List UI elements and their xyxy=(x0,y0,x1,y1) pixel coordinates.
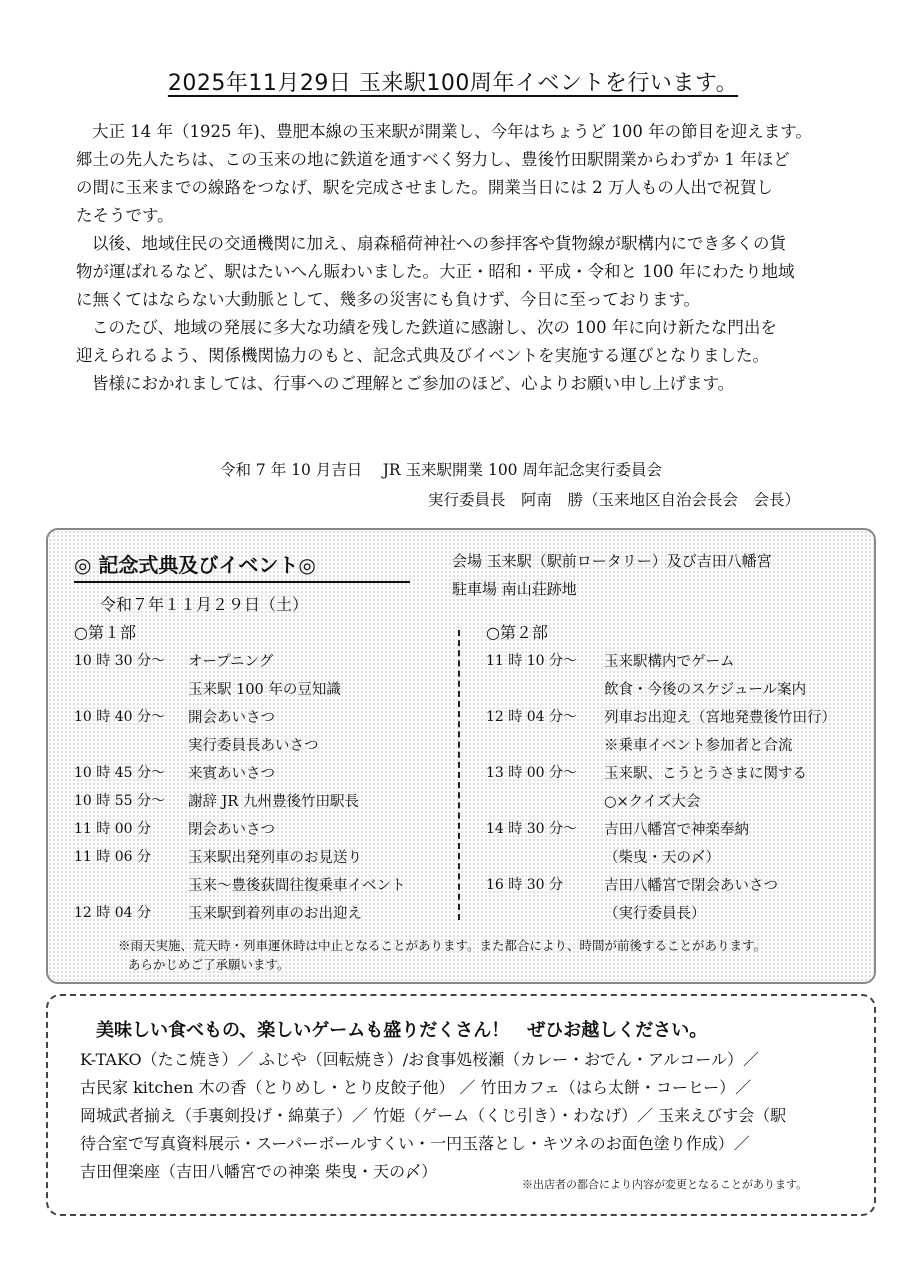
event-note-line: ※雨天実施、荒天時・列車運休時は中止となることがあります。また都合により、時間が前後することがあります。 xyxy=(118,938,767,953)
shop-line: K-TAKO（たこ焼き）／ ふじや（回転焼き）/お食事処桜瀬（カレー・おでん・アルコール）／ xyxy=(80,1050,759,1069)
intro-line: 皆様におかれましては、行事へのご理解とご参加のほど、心よりお願い申し上げます。 xyxy=(92,374,735,393)
event-parking: 駐車場 南山荘跡地 xyxy=(452,580,577,598)
intro-line: 以後、地域住民の交通機関に加え、扇森稲荷神社への参拝客や貨物線が駅構内にでき多くの貨 xyxy=(92,234,786,253)
schedule-time: 12 時 04 分 xyxy=(74,905,151,921)
schedule-time: 16 時 30 分 xyxy=(486,877,563,893)
schedule-item: （実行委員長） xyxy=(604,906,706,922)
intro-line: に無くてはならない大動脈として、幾多の災害にも負けず、今日に至っております。 xyxy=(76,290,701,309)
event-note xyxy=(118,936,858,974)
schedule-item: 開会あいさつ xyxy=(188,710,275,726)
intro-text xyxy=(76,118,876,398)
schedule-time: 14 時 30 分～ xyxy=(486,821,577,837)
part2-label: ○第２部 xyxy=(486,623,548,642)
column-divider xyxy=(458,630,460,920)
signature-committee: 令和 7 年 10 月吉日 JR 玉来駅開業 100 周年記念実行委員会 xyxy=(220,461,662,479)
intro-line: 物が運ばれるなど、駅はたいへん賑わいました。大正・昭和・平成・令和と 100 年にわたり地域 xyxy=(76,262,795,281)
shop-line: 岡城武者揃え（手裏剣投げ・綿菓子）／ 竹姫（ゲーム（くじ引き）・わなげ）／ 玉来えびす会（駅 xyxy=(80,1106,787,1125)
schedule-item: （柴曳・天の〆） xyxy=(604,850,720,866)
shop-line: 待合室で写真資料展示・スーパーボールすくい・一円玉落とし・キツネのお面色塗り作成）／ xyxy=(80,1134,750,1153)
schedule-item: 閉会あいさつ xyxy=(188,822,275,838)
schedule-item: 列車お出迎え（宮地発豊後竹田行） xyxy=(604,710,836,726)
schedule-item: ※乗車イベント参加者と合流 xyxy=(604,738,793,754)
schedule-item: 来賓あいさつ xyxy=(188,766,275,782)
event-date: 令和７年１１月２９日（土） xyxy=(100,595,309,614)
schedule-item: 吉田八幡宮で神楽奉納 xyxy=(604,822,749,838)
promo-headline: 美味しい食べもの、楽しいゲームも盛りだくさん！ ぜひお越しください。 xyxy=(96,1020,708,1041)
schedule-item: ○×クイズ大会 xyxy=(604,794,701,810)
schedule-time: 11 時 00 分 xyxy=(74,821,151,837)
schedule-time: 13 時 00 分～ xyxy=(486,765,577,781)
event-note-line: あらかじめご了承願います。 xyxy=(128,957,290,972)
schedule-item: 玉来駅出発列車のお見送り xyxy=(188,850,362,866)
intro-line: 郷土の先人たちは、この玉来の地に鉄道を通すべく努力し、豊後竹田駅開業からわずか 1 年ほど xyxy=(76,150,790,169)
schedule-time: 11 時 10 分～ xyxy=(486,653,577,669)
schedule-item: オープニング xyxy=(188,654,274,670)
page-title: 2025年11月29日 玉来駅100周年イベントを行います。 xyxy=(167,71,739,96)
schedule-time: 10 時 30 分～ xyxy=(74,653,165,669)
event-venue: 会場 玉来駅（駅前ロータリー）及び吉田八幡宮 xyxy=(452,552,772,570)
intro-line: 大正 14 年（1925 年)、豊肥本線の玉来駅が開業し、今年はちょうど 100 年の節目を迎えます。 xyxy=(92,122,812,141)
schedule-time: 10 時 45 分～ xyxy=(74,765,165,781)
intro-line: このたび、地域の発展に多大な功績を残した鉄道に感謝し、次の 100 年に向け新たな門出を xyxy=(92,318,777,337)
schedule-item: 玉来駅 100 年の豆知識 xyxy=(188,682,341,698)
shop-list xyxy=(80,1046,860,1186)
part1-label: ○第１部 xyxy=(74,623,136,642)
schedule-item: 玉来駅構内でゲーム xyxy=(604,654,735,670)
schedule-time: 11 時 06 分 xyxy=(74,849,151,865)
schedule-item: 実行委員長あいさつ xyxy=(188,738,319,754)
schedule-item: 飲食・今後のスケジュール案内 xyxy=(604,682,807,698)
signature-chair: 実行委員長 阿南 勝（玉来地区自治会長会 会長） xyxy=(428,491,801,509)
schedule-time: 10 時 40 分～ xyxy=(74,709,165,725)
schedule-item: 謝辞 JR 九州豊後竹田駅長 xyxy=(188,794,359,810)
shop-note: ※出店者の都合により内容が変更となることがあります。 xyxy=(522,1178,808,1191)
schedule-time: 10 時 55 分～ xyxy=(74,793,165,809)
intro-line: の間に玉来までの線路をつなげ、駅を完成させました。開業当日には 2 万人もの人出で祝賀し xyxy=(76,178,773,197)
intro-line: たそうです。 xyxy=(76,206,174,225)
schedule-time: 12 時 04 分～ xyxy=(486,709,577,725)
shop-line: 吉田俚楽座（吉田八幡宮での神楽 柴曳・天の〆） xyxy=(80,1162,438,1181)
event-heading: ◎ 記念式典及びイベント◎ xyxy=(74,549,410,583)
schedule-item: 玉来駅、こうとうさまに関する xyxy=(604,766,807,782)
shop-line: 古民家 kitchen 木の香（とりめし・とり皮餃子他） ／ 竹田カフェ（はら太餅・コーヒー）／ xyxy=(80,1078,752,1097)
schedule-item: 玉来駅到着列車のお出迎え xyxy=(188,906,362,922)
schedule-item: 吉田八幡宮で閉会あいさつ xyxy=(604,878,778,894)
schedule-item: 玉来～豊後荻間往復乗車イベント xyxy=(188,878,406,894)
intro-line: 迎えられるよう、関係機関協力のもと、記念式典及びイベントを実施する運びとなりました。 xyxy=(76,346,769,365)
